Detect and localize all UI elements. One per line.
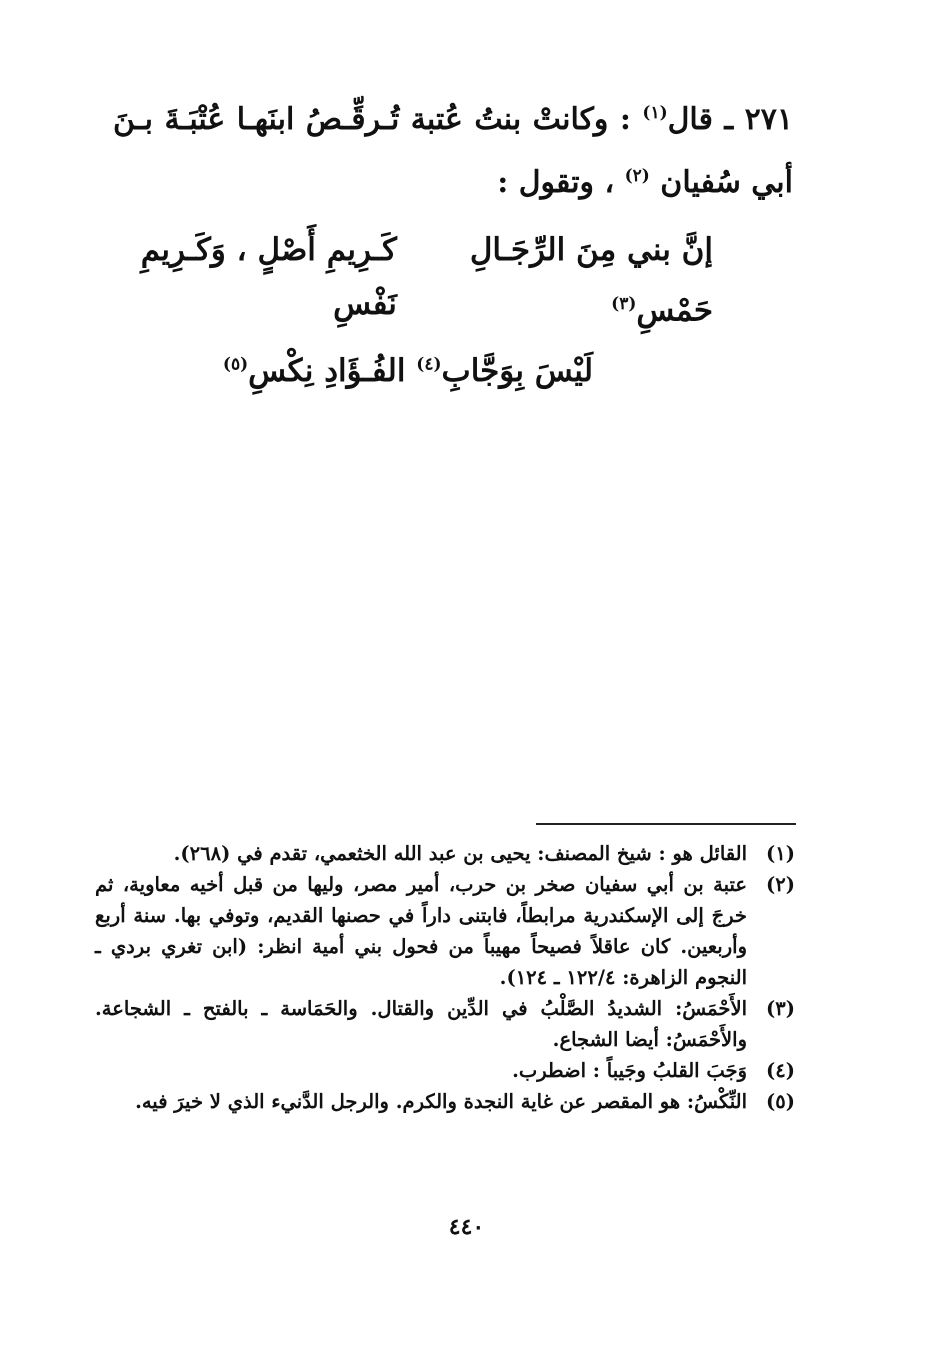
hemistich-3	[223, 353, 593, 389]
footnote-text: عتبة بن أبي سفيان صخر بن حرب، أمير مصر، وليها من قبل أخيه معاوية، ثم خرجَ إلى الإسكندرية مرابطاً، فابتنى داراً في حصنها القديم، وتوفي بها. سنة أربع وأربعين. كان عاقلاً فصيحاً مهيباً من فحول بني أمية انظر: (ابن تغري بردي ـ النجوم الزاهرة: ١٢٢/٤ ـ ١٢٤).	[95, 873, 747, 989]
footnote-ref-3[interactable]: (٣)	[611, 294, 637, 314]
footnote-text: وَجَبَ القلبُ وجَيباً : اضطرب.	[512, 1059, 747, 1082]
footnote-2	[95, 869, 795, 993]
verse-line-2	[103, 337, 713, 397]
footnote-ref-4[interactable]: (٤)	[416, 354, 442, 375]
footnote-text: القائل هو : شيخ المصنف: يحيى بن عبد الله الخثعمي، تقدم في (٢٦٨).	[173, 842, 747, 865]
entry-number: ٢٧١	[744, 102, 793, 137]
entry-paragraph	[113, 85, 793, 211]
footnote-5	[95, 1086, 795, 1117]
entry-text-line2: ، وتقول :	[497, 165, 615, 200]
footnote-number: (٣)	[766, 997, 795, 1020]
main-text	[113, 85, 793, 398]
entry-sufyan: سُفيان	[660, 165, 741, 200]
footnote-1	[95, 838, 795, 869]
footnote-separator	[536, 823, 796, 825]
entry-text-line1: : وكانتْ بنتُ عُتبة تُـرقِّـصُ ابنَهـا عُتْبَـةَ بـنَ أبي	[113, 102, 793, 200]
footnote-4	[95, 1055, 795, 1086]
footnote-ref-5[interactable]: (٥)	[222, 354, 249, 375]
footnote-number: (٢)	[766, 873, 795, 896]
entry-dash: ـ	[724, 102, 734, 137]
footnote-ref-2[interactable]: (٢)	[624, 166, 650, 186]
hemistich-1-text: إنَّ بني مِنَ الرِّجَـالِ حَمْسِ	[469, 232, 713, 329]
footnote-3	[95, 993, 795, 1055]
footnote-number: (٥)	[766, 1090, 795, 1113]
footnote-number: (٤)	[766, 1059, 795, 1082]
footnote-ref-1[interactable]: (١)	[642, 103, 668, 123]
hemistich-3-text: لَيْسَ بِوَجَّابِ	[441, 352, 594, 389]
hemistich-4-text: الفُـؤَادِ نِكْسِ	[248, 352, 406, 389]
footnote-text: النِّكْسُ: هو المقصر عن غاية النجدة والكرم. والرجل الدَّنيء الذي لا خيرَ فيه.	[135, 1090, 747, 1113]
verse-line-1	[103, 223, 713, 337]
hemistich-2: كَـرِيمِ أَصْلٍ ، وَكَـرِيمِ نَفْسِ	[140, 232, 397, 322]
footnote-number: (١)	[766, 842, 795, 865]
entry-qala: قال	[667, 102, 713, 137]
page-number: ٤٤٠	[448, 1214, 485, 1240]
poem-verse	[113, 223, 793, 398]
hemistich-1	[397, 223, 713, 337]
footnotes	[95, 838, 795, 1117]
footnote-text: الأَحْمَسُ: الشديدُ الصَّلْبُ في الدِّين والقتال. والحَمَاسة ـ بالفتح ـ الشجاعة. والأَحْمَسُ: أيضا الشجاع.	[95, 997, 747, 1051]
